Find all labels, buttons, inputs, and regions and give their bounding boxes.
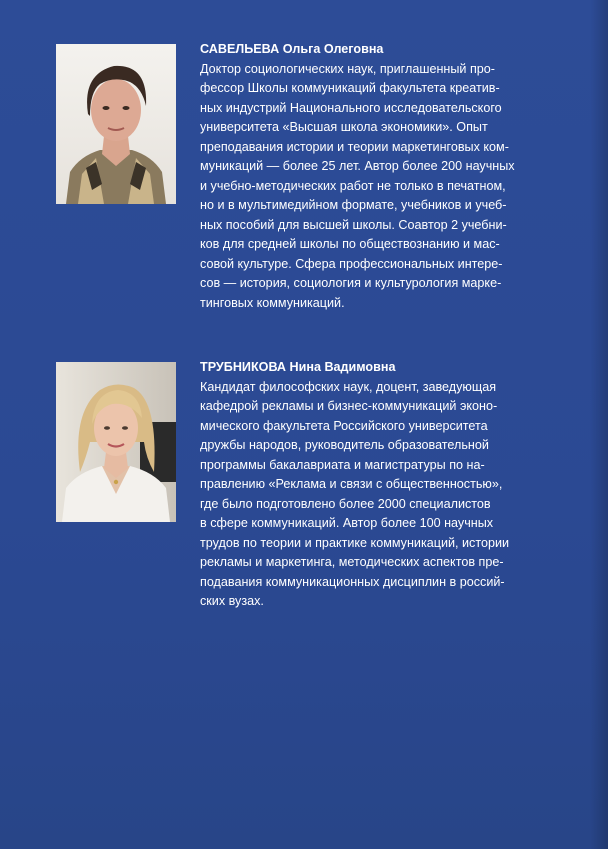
author-bio: Доктор социологических наук, приглашенный про- фессор Школы коммуникаций факультета креатив- ных индустрий Национального исследовательского университета «Высшая школа экономики». Опыт преподавания истории и теории маркетинговых ком- муникаций — более 25 лет. Автор более 200 научных и учебно-методических работ не только в печатном, но и в мультимедийном формате, учебников и учеб- ных пособий для высшей школы. Соавтор 2 учебни- ков для средней школы по обществознанию и мас- совой культуре. Сфера профессиональных интере- сов — история, социология и культурология марке- тинговых коммуникаций. [200, 61, 515, 310]
author-photo [56, 44, 176, 204]
cover-edge-shadow [590, 0, 608, 849]
author-bio: Кандидат философских наук, доцент, заведующая кафедрой рекламы и бизнес-коммуникаций эконо- мического факультета Российского университета дружбы народов, руководитель образовательной программы бакалавриата и магистратуры по на- правлению «Реклама и связи с общественностью», где было подготовлено более 2000 специалистов в сфере коммуникаций. Автор более 100 научных трудов по теории и практике коммуникаций, истории рекламы и маркетинга, методических аспектов пре- подавания коммуникационных дисциплин в россий- ских вузах. [200, 379, 510, 608]
author-name: САВЕЛЬЕВА Ольга Олеговна [200, 42, 384, 56]
author-name: ТРУБНИКОВА Нина Вадимовна [200, 360, 396, 374]
author-photo [56, 362, 176, 522]
